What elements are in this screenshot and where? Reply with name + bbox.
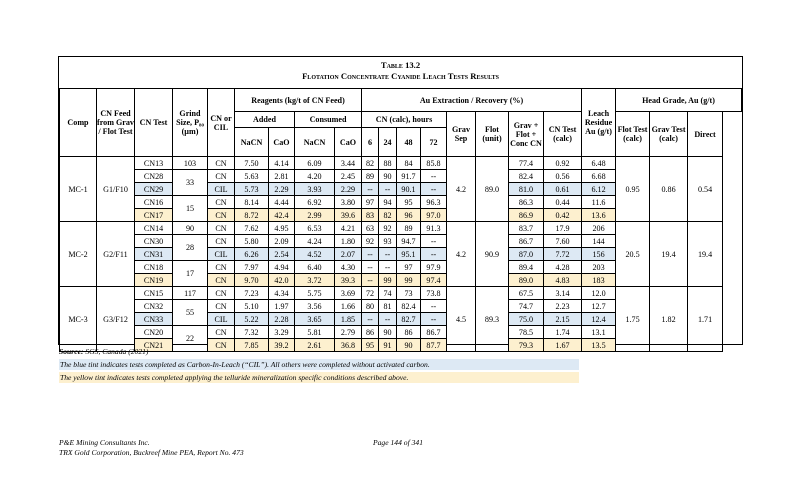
extraction-48h-cell: 96 (397, 209, 421, 222)
extraction-24h-cell: 99 (379, 274, 397, 287)
header-flot-unit: Flot (unit) (476, 112, 509, 157)
added-nacn-cell: 5.22 (235, 313, 269, 326)
cn-cil-cell: CIL (208, 313, 235, 326)
added-cao-cell: 4.94 (269, 261, 295, 274)
header-grav-sep: Grav Sep (447, 112, 476, 157)
cn-test-calc-cell: 156 (582, 248, 616, 261)
extraction-24h-cell: -- (379, 248, 397, 261)
extraction-24h-cell: -- (379, 183, 397, 196)
consumed-cao-cell: 4.30 (335, 261, 362, 274)
cn-test-cell: CN13 (135, 157, 173, 170)
extraction-24h-cell: 90 (379, 170, 397, 183)
leach-residue-cell: 4.83 (544, 274, 582, 287)
extraction-72h-cell: 73.8 (421, 287, 447, 300)
extraction-72h-cell: 96.3 (421, 196, 447, 209)
grind-size-cell: 15 (173, 196, 208, 222)
header-72h: 72 (421, 128, 447, 157)
consumed-nacn-cell: 4.24 (295, 235, 335, 248)
cn-test-cell: CN33 (135, 313, 173, 326)
cn-test-calc-cell: 13.6 (582, 209, 616, 222)
feed-cell: G3/F12 (97, 287, 135, 352)
added-cao-cell: 4.95 (269, 222, 295, 235)
cn-test-calc-cell: 13.1 (582, 326, 616, 339)
added-nacn-cell: 5.63 (235, 170, 269, 183)
extraction-72h-cell: -- (421, 300, 447, 313)
footer-report: TRX Gold Corporation, Buckreef Mine PEA, Report No. 473 (59, 448, 244, 457)
consumed-nacn-cell: 6.40 (295, 261, 335, 274)
extraction-72h-cell: 85.8 (421, 157, 447, 170)
grav-flot-conc-cell: 86.9 (509, 209, 544, 222)
extraction-48h-cell: 95 (397, 196, 421, 209)
cn-test-cell: CN18 (135, 261, 173, 274)
table-body (60, 157, 742, 352)
cn-cil-cell: CN (208, 196, 235, 209)
consumed-nacn-cell: 4.52 (295, 248, 335, 261)
extraction-6h-cell: -- (362, 261, 379, 274)
cn-cil-cell: CN (208, 170, 235, 183)
extraction-6h-cell: 86 (362, 326, 379, 339)
header-grav-test-calc: Grav Test (calc) (650, 112, 688, 157)
consumed-cao-cell: 36.8 (335, 339, 362, 352)
grav-test-calc-cell: 0.86 (650, 157, 688, 222)
consumed-cao-cell: 1.85 (335, 313, 362, 326)
cn-test-cell: CN19 (135, 274, 173, 287)
table-notes (59, 346, 579, 383)
header-leach-residue: Leach Residue Au (g/t) (582, 89, 616, 157)
added-nacn-cell: 7.85 (235, 339, 269, 352)
extraction-24h-cell: -- (379, 313, 397, 326)
extraction-24h-cell: -- (379, 261, 397, 274)
extraction-6h-cell: 63 (362, 222, 379, 235)
leach-residue-cell: 2.23 (544, 300, 582, 313)
cn-test-cell: CN29 (135, 183, 173, 196)
table-caption: Flotation Concentrate Cyanide Leach Tests Results (302, 71, 499, 81)
source-text: SGS, Canada (2021) (85, 347, 149, 356)
grav-flot-conc-cell: 82.4 (509, 170, 544, 183)
extraction-6h-cell: 92 (362, 235, 379, 248)
grind-size-cell: 103 (173, 157, 208, 170)
footer-company: P&E Mining Consultants Inc. (59, 438, 150, 447)
cn-cil-cell: CN (208, 222, 235, 235)
leach-results-table (59, 88, 742, 352)
cn-test-cell: CN17 (135, 209, 173, 222)
consumed-cao-cell: 2.29 (335, 183, 362, 196)
extraction-72h-cell: -- (421, 183, 447, 196)
extraction-72h-cell: -- (421, 248, 447, 261)
cn-test-cell: CN16 (135, 196, 173, 209)
header-added-nacn: NaCN (235, 128, 269, 157)
added-nacn-cell: 7.62 (235, 222, 269, 235)
grind-size-cell: 28 (173, 235, 208, 261)
header-flot-test-calc: Flot Test (calc) (616, 112, 650, 157)
header-24h: 24 (379, 128, 397, 157)
added-cao-cell: 1.97 (269, 300, 295, 313)
consumed-cao-cell: 3.80 (335, 196, 362, 209)
cn-cil-cell: CIL (208, 183, 235, 196)
consumed-nacn-cell: 3.56 (295, 300, 335, 313)
extraction-24h-cell: 90 (379, 326, 397, 339)
grav-flot-conc-cell: 83.7 (509, 222, 544, 235)
consumed-nacn-cell: 6.92 (295, 196, 335, 209)
header-grind-size: Grind Size, P₈₀ (µm) (173, 89, 208, 157)
cn-test-cell: CN28 (135, 170, 173, 183)
extraction-6h-cell: -- (362, 183, 379, 196)
direct-cell: 1.71 (688, 287, 723, 352)
cn-test-cell: CN32 (135, 300, 173, 313)
grav-flot-conc-cell: 77.4 (509, 157, 544, 170)
leach-residue-cell: 17.9 (544, 222, 582, 235)
added-cao-cell: 2.28 (269, 313, 295, 326)
header-added: Added (235, 112, 295, 128)
header-6h: 6 (362, 128, 379, 157)
flot-unit-cell: 89.3 (476, 287, 509, 352)
grav-flot-conc-cell: 89.4 (509, 261, 544, 274)
extraction-24h-cell: 88 (379, 157, 397, 170)
direct-cell: 19.4 (688, 222, 723, 287)
cn-test-calc-cell: 6.48 (582, 157, 616, 170)
extraction-72h-cell: -- (421, 170, 447, 183)
cn-test-cell: CN21 (135, 339, 173, 352)
table-number: Table 13.2 (380, 60, 421, 70)
added-cao-cell: 2.54 (269, 248, 295, 261)
grav-flot-conc-cell: 74.7 (509, 300, 544, 313)
header-cn-test-calc: CN Test (calc) (544, 112, 582, 157)
table-header (60, 89, 742, 157)
extraction-72h-cell: 97.9 (421, 261, 447, 274)
grav-flot-conc-cell: 67.5 (509, 287, 544, 300)
added-nacn-cell: 8.72 (235, 209, 269, 222)
consumed-cao-cell: 3.69 (335, 287, 362, 300)
consumed-nacn-cell: 6.53 (295, 222, 335, 235)
grav-flot-conc-cell: 89.0 (509, 274, 544, 287)
grav-flot-conc-cell: 78.5 (509, 326, 544, 339)
added-nacn-cell: 5.80 (235, 235, 269, 248)
consumed-nacn-cell: 3.93 (295, 183, 335, 196)
cn-test-calc-cell: 6.12 (582, 183, 616, 196)
added-cao-cell: 2.09 (269, 235, 295, 248)
added-cao-cell: 4.34 (269, 287, 295, 300)
extraction-48h-cell: 94.7 (397, 235, 421, 248)
extraction-72h-cell: -- (421, 235, 447, 248)
consumed-cao-cell: 1.66 (335, 300, 362, 313)
comp-cell: MC-2 (60, 222, 97, 287)
grav-flot-conc-cell: 79.3 (509, 339, 544, 352)
yellow-tint-note: The yellow tint indicates tests completed applying the telluride mineralization specific conditions described above. (59, 372, 579, 383)
header-head-grade: Head Grade, Au (g/t) (616, 89, 742, 112)
header-grav-flot-conc: Grav + Flot + Conc CN (509, 112, 544, 157)
cn-cil-cell: CN (208, 339, 235, 352)
table-row (60, 157, 742, 170)
leach-residue-cell: 0.42 (544, 209, 582, 222)
grav-flot-conc-cell: 86.7 (509, 235, 544, 248)
cn-test-calc-cell: 206 (582, 222, 616, 235)
cn-test-cell: CN31 (135, 248, 173, 261)
footer-left (59, 438, 244, 458)
cn-cil-cell: CN (208, 300, 235, 313)
added-cao-cell: 2.29 (269, 183, 295, 196)
consumed-nacn-cell: 4.20 (295, 170, 335, 183)
extraction-6h-cell: 89 (362, 170, 379, 183)
leach-residue-cell: 2.15 (544, 313, 582, 326)
cn-test-calc-cell: 12.7 (582, 300, 616, 313)
grind-size-cell: 22 (173, 326, 208, 352)
leach-residue-cell: 7.60 (544, 235, 582, 248)
consumed-nacn-cell: 3.65 (295, 313, 335, 326)
added-nacn-cell: 5.10 (235, 300, 269, 313)
consumed-cao-cell: 2.45 (335, 170, 362, 183)
extraction-24h-cell: 94 (379, 196, 397, 209)
leach-residue-cell: 7.72 (544, 248, 582, 261)
leach-residue-cell: 4.28 (544, 261, 582, 274)
cn-test-cell: CN14 (135, 222, 173, 235)
added-cao-cell: 3.29 (269, 326, 295, 339)
footer-page-number: Page 144 of 341 (373, 438, 423, 447)
extraction-24h-cell: 93 (379, 235, 397, 248)
added-cao-cell: 4.44 (269, 196, 295, 209)
header-consumed-nacn: NaCN (295, 128, 335, 157)
extraction-24h-cell: 81 (379, 300, 397, 313)
consumed-nacn-cell: 5.81 (295, 326, 335, 339)
cn-cil-cell: CN (208, 261, 235, 274)
cn-test-cell: CN30 (135, 235, 173, 248)
consumed-cao-cell: 3.44 (335, 157, 362, 170)
grav-sep-cell: 4.5 (447, 287, 476, 352)
extraction-6h-cell: -- (362, 248, 379, 261)
grind-size-cell: 117 (173, 287, 208, 300)
cn-test-calc-cell: 12.4 (582, 313, 616, 326)
flot-test-calc-cell: 1.75 (616, 287, 650, 352)
extraction-72h-cell: 97.4 (421, 274, 447, 287)
leach-residue-cell: 1.67 (544, 339, 582, 352)
header-consumed: Consumed (295, 112, 362, 128)
header-consumed-cao: CaO (335, 128, 362, 157)
cn-cil-cell: CN (208, 235, 235, 248)
cn-test-calc-cell: 203 (582, 261, 616, 274)
header-added-cao: CaO (269, 128, 295, 157)
added-nacn-cell: 5.73 (235, 183, 269, 196)
header-reagents: Reagents (kg/t of CN Feed) (235, 89, 362, 112)
grind-size-cell: 55 (173, 300, 208, 326)
extraction-72h-cell: 86.7 (421, 326, 447, 339)
extraction-48h-cell: 84 (397, 157, 421, 170)
flot-test-calc-cell: 0.95 (616, 157, 650, 222)
header-48h: 48 (397, 128, 421, 157)
extraction-6h-cell: 95 (362, 339, 379, 352)
table-row (60, 287, 742, 300)
added-nacn-cell: 7.23 (235, 287, 269, 300)
extraction-48h-cell: 97 (397, 261, 421, 274)
consumed-cao-cell: 39.6 (335, 209, 362, 222)
cn-cil-cell: CN (208, 209, 235, 222)
cn-test-calc-cell: 183 (582, 274, 616, 287)
added-cao-cell: 42.0 (269, 274, 295, 287)
cn-test-calc-cell: 6.68 (582, 170, 616, 183)
extraction-6h-cell: 72 (362, 287, 379, 300)
grav-flot-conc-cell: 81.0 (509, 183, 544, 196)
extraction-72h-cell: -- (421, 313, 447, 326)
cn-cil-cell: CN (208, 326, 235, 339)
consumed-cao-cell: 2.07 (335, 248, 362, 261)
extraction-48h-cell: 86 (397, 326, 421, 339)
cn-test-calc-cell: 12.0 (582, 287, 616, 300)
leach-residue-cell: 0.92 (544, 157, 582, 170)
table-row (60, 222, 742, 235)
flot-test-calc-cell: 20.5 (616, 222, 650, 287)
header-cn-or-cil: CN or CIL (208, 89, 235, 157)
extraction-72h-cell: 87.7 (421, 339, 447, 352)
source-note (59, 346, 579, 358)
added-nacn-cell: 7.50 (235, 157, 269, 170)
added-nacn-cell: 7.32 (235, 326, 269, 339)
cn-test-cell: CN20 (135, 326, 173, 339)
added-nacn-cell: 8.14 (235, 196, 269, 209)
header-au-extraction: Au Extraction / Recovery (%) (362, 89, 582, 112)
leach-residue-cell: 3.14 (544, 287, 582, 300)
consumed-cao-cell: 2.79 (335, 326, 362, 339)
extraction-6h-cell: -- (362, 313, 379, 326)
header-cn-hours: CN (calc), hours (362, 112, 447, 128)
cn-cil-cell: CN (208, 157, 235, 170)
extraction-6h-cell: -- (362, 274, 379, 287)
consumed-nacn-cell: 5.75 (295, 287, 335, 300)
added-nacn-cell: 9.70 (235, 274, 269, 287)
extraction-6h-cell: 97 (362, 196, 379, 209)
extraction-24h-cell: 74 (379, 287, 397, 300)
cn-test-calc-cell: 144 (582, 235, 616, 248)
extraction-6h-cell: 80 (362, 300, 379, 313)
added-nacn-cell: 7.97 (235, 261, 269, 274)
header-direct: Direct (688, 112, 723, 157)
extraction-24h-cell: 91 (379, 339, 397, 352)
added-nacn-cell: 6.26 (235, 248, 269, 261)
leach-residue-cell: 0.61 (544, 183, 582, 196)
extraction-6h-cell: 82 (362, 157, 379, 170)
header-cn-test: CN Test (135, 89, 173, 157)
grav-flot-conc-cell: 86.3 (509, 196, 544, 209)
extraction-48h-cell: 95.1 (397, 248, 421, 261)
leach-residue-cell: 0.44 (544, 196, 582, 209)
feed-cell: G2/F11 (97, 222, 135, 287)
cn-cil-cell: CN (208, 274, 235, 287)
extraction-72h-cell: 91.3 (421, 222, 447, 235)
feed-cell: G1/F10 (97, 157, 135, 222)
extraction-72h-cell: 97.0 (421, 209, 447, 222)
extraction-48h-cell: 82.7 (397, 313, 421, 326)
extraction-48h-cell: 89 (397, 222, 421, 235)
flot-unit-cell: 89.0 (476, 157, 509, 222)
grav-sep-cell: 4.2 (447, 222, 476, 287)
grav-sep-cell: 4.2 (447, 157, 476, 222)
blue-tint-note: The blue tint indicates tests completed as Carbon-In-Leach (“CIL”). All others were completed without activated carbon. (59, 359, 579, 370)
consumed-cao-cell: 1.80 (335, 235, 362, 248)
extraction-48h-cell: 73 (397, 287, 421, 300)
cn-test-cell: CN15 (135, 287, 173, 300)
grind-size-cell: 33 (173, 170, 208, 196)
cn-test-calc-cell: 11.6 (582, 196, 616, 209)
extraction-24h-cell: 82 (379, 209, 397, 222)
consumed-nacn-cell: 2.99 (295, 209, 335, 222)
consumed-cao-cell: 39.3 (335, 274, 362, 287)
extraction-24h-cell: 92 (379, 222, 397, 235)
comp-cell: MC-3 (60, 287, 97, 352)
leach-residue-cell: 0.56 (544, 170, 582, 183)
consumed-nacn-cell: 2.61 (295, 339, 335, 352)
header-comp: Comp (60, 89, 97, 157)
extraction-48h-cell: 82.4 (397, 300, 421, 313)
comp-cell: MC-1 (60, 157, 97, 222)
extraction-48h-cell: 90 (397, 339, 421, 352)
cn-cil-cell: CN (208, 287, 235, 300)
grind-size-cell: 90 (173, 222, 208, 235)
grav-flot-conc-cell: 75.0 (509, 313, 544, 326)
consumed-cao-cell: 4.21 (335, 222, 362, 235)
flot-unit-cell: 90.9 (476, 222, 509, 287)
extraction-48h-cell: 99 (397, 274, 421, 287)
source-label: Source: (59, 347, 84, 356)
cn-cil-cell: CIL (208, 248, 235, 261)
added-cao-cell: 42.4 (269, 209, 295, 222)
added-cao-cell: 39.2 (269, 339, 295, 352)
table-title (58, 60, 743, 81)
added-cao-cell: 4.14 (269, 157, 295, 170)
grind-size-cell: 17 (173, 261, 208, 287)
grav-test-calc-cell: 1.82 (650, 287, 688, 352)
consumed-nacn-cell: 6.09 (295, 157, 335, 170)
header-cn-feed: CN Feed from Grav / Flot Test (97, 89, 135, 157)
consumed-nacn-cell: 3.72 (295, 274, 335, 287)
leach-residue-cell: 1.74 (544, 326, 582, 339)
added-cao-cell: 2.81 (269, 170, 295, 183)
grav-flot-conc-cell: 87.0 (509, 248, 544, 261)
extraction-48h-cell: 90.1 (397, 183, 421, 196)
direct-cell: 0.54 (688, 157, 723, 222)
cn-test-calc-cell: 13.5 (582, 339, 616, 352)
extraction-6h-cell: 83 (362, 209, 379, 222)
extraction-48h-cell: 91.7 (397, 170, 421, 183)
grav-test-calc-cell: 19.4 (650, 222, 688, 287)
